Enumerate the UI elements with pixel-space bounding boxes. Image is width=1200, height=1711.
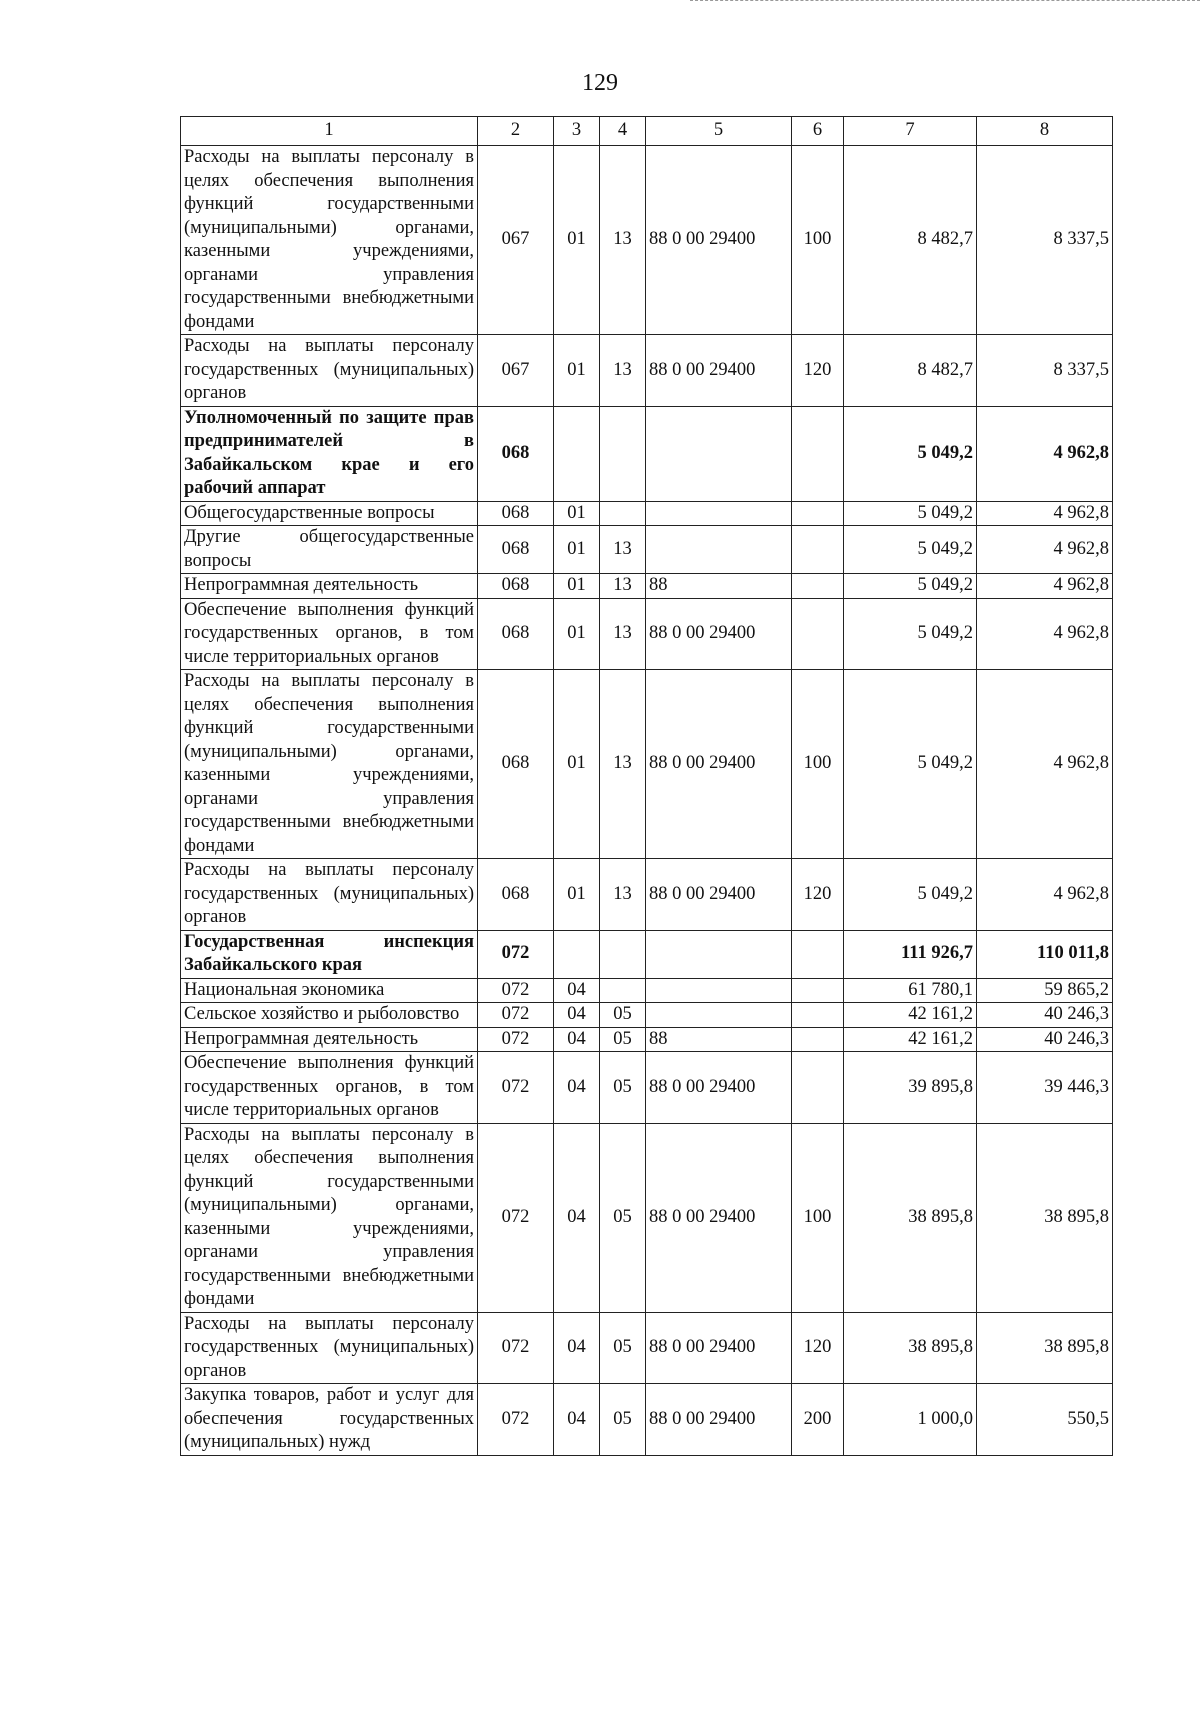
amount-plan: 38 895,8 xyxy=(844,1123,977,1312)
subsection-code: 05 xyxy=(600,1123,646,1312)
target-article: 88 xyxy=(646,574,792,599)
row-name: Национальная экономика xyxy=(181,978,478,1003)
subsection-code xyxy=(600,406,646,501)
table-row xyxy=(181,526,1113,574)
table-row xyxy=(181,1027,1113,1052)
admin-code: 072 xyxy=(478,930,554,978)
amount-actual: 4 962,8 xyxy=(977,859,1113,931)
table-row xyxy=(181,598,1113,670)
amount-actual: 40 246,3 xyxy=(977,1003,1113,1028)
row-name: Непрограммная деятельность xyxy=(181,574,478,599)
table-row xyxy=(181,406,1113,501)
row-name: Закупка товаров, работ и услуг для обеспечения государственных (муниципальных) нужд xyxy=(181,1384,478,1456)
row-name: Другие общегосударственные вопросы xyxy=(181,526,478,574)
target-article: 88 0 00 29400 xyxy=(646,1312,792,1384)
section-code: 04 xyxy=(554,1384,600,1456)
row-name: Расходы на выплаты персоналу в целях обеспечения выполнения функций государственными (муниципальными) органами, казенными учреждениями, органами управления государственными внебюджетными фондами xyxy=(181,670,478,859)
row-name: Уполномоченный по защите прав предпринимателей в Забайкальском крае и его рабочий аппарат xyxy=(181,406,478,501)
column-header: 8 xyxy=(977,117,1113,146)
target-article: 88 0 00 29400 xyxy=(646,1052,792,1124)
subsection-code: 05 xyxy=(600,1027,646,1052)
amount-actual: 8 337,5 xyxy=(977,335,1113,407)
column-header: 3 xyxy=(554,117,600,146)
subsection-code: 13 xyxy=(600,670,646,859)
row-name: Расходы на выплаты персоналу в целях обеспечения выполнения функций государственными (муниципальными) органами, казенными учреждениями, органами управления государственными внебюджетными фондами xyxy=(181,146,478,335)
amount-plan: 39 895,8 xyxy=(844,1052,977,1124)
admin-code: 068 xyxy=(478,526,554,574)
row-name: Обеспечение выполнения функций государственных органов, в том числе территориальных органов xyxy=(181,1052,478,1124)
table-row xyxy=(181,335,1113,407)
expense-type xyxy=(792,406,844,501)
table-row xyxy=(181,978,1113,1003)
subsection-code: 05 xyxy=(600,1052,646,1124)
amount-plan: 1 000,0 xyxy=(844,1384,977,1456)
row-name: Расходы на выплаты персоналу в целях обеспечения выполнения функций государственными (муниципальными) органами, казенными учреждениями, органами управления государственными внебюджетными фондами xyxy=(181,1123,478,1312)
column-header: 5 xyxy=(646,117,792,146)
subsection-code xyxy=(600,501,646,526)
column-header: 7 xyxy=(844,117,977,146)
section-code: 04 xyxy=(554,1003,600,1028)
column-header: 2 xyxy=(478,117,554,146)
amount-actual: 4 962,8 xyxy=(977,501,1113,526)
target-article: 88 0 00 29400 xyxy=(646,146,792,335)
amount-plan: 5 049,2 xyxy=(844,598,977,670)
scan-edge-line xyxy=(690,0,1200,2)
table-row xyxy=(181,859,1113,931)
subsection-code: 13 xyxy=(600,598,646,670)
expense-type: 200 xyxy=(792,1384,844,1456)
column-header: 1 xyxy=(181,117,478,146)
budget-table xyxy=(180,116,1113,1456)
target-article: 88 0 00 29400 xyxy=(646,859,792,931)
section-code: 04 xyxy=(554,1027,600,1052)
target-article: 88 0 00 29400 xyxy=(646,598,792,670)
amount-plan: 8 482,7 xyxy=(844,146,977,335)
subsection-code: 13 xyxy=(600,574,646,599)
amount-actual: 40 246,3 xyxy=(977,1027,1113,1052)
amount-plan: 5 049,2 xyxy=(844,526,977,574)
table-row xyxy=(181,146,1113,335)
amount-plan: 5 049,2 xyxy=(844,670,977,859)
row-name: Непрограммная деятельность xyxy=(181,1027,478,1052)
admin-code: 068 xyxy=(478,406,554,501)
amount-plan: 5 049,2 xyxy=(844,406,977,501)
subsection-code xyxy=(600,978,646,1003)
admin-code: 068 xyxy=(478,859,554,931)
subsection-code: 13 xyxy=(600,335,646,407)
section-code: 01 xyxy=(554,501,600,526)
expense-type xyxy=(792,526,844,574)
admin-code: 072 xyxy=(478,1027,554,1052)
amount-actual: 59 865,2 xyxy=(977,978,1113,1003)
subsection-code xyxy=(600,930,646,978)
table-header-row xyxy=(181,117,1113,146)
subsection-code: 13 xyxy=(600,146,646,335)
expense-type xyxy=(792,930,844,978)
amount-actual: 39 446,3 xyxy=(977,1052,1113,1124)
amount-plan: 8 482,7 xyxy=(844,335,977,407)
page-number: 129 xyxy=(582,70,618,96)
row-name: Расходы на выплаты персоналу государственных (муниципальных) органов xyxy=(181,859,478,931)
amount-actual: 4 962,8 xyxy=(977,574,1113,599)
target-article: 88 0 00 29400 xyxy=(646,335,792,407)
admin-code: 072 xyxy=(478,978,554,1003)
row-name: Общегосударственные вопросы xyxy=(181,501,478,526)
subsection-code: 13 xyxy=(600,526,646,574)
table-row xyxy=(181,501,1113,526)
target-article: 88 0 00 29400 xyxy=(646,1123,792,1312)
table-row xyxy=(181,1312,1113,1384)
amount-actual: 38 895,8 xyxy=(977,1312,1113,1384)
subsection-code: 05 xyxy=(600,1312,646,1384)
amount-actual: 38 895,8 xyxy=(977,1123,1113,1312)
amount-plan: 42 161,2 xyxy=(844,1003,977,1028)
section-code: 01 xyxy=(554,598,600,670)
expense-type: 100 xyxy=(792,670,844,859)
subsection-code: 05 xyxy=(600,1003,646,1028)
expense-type: 100 xyxy=(792,146,844,335)
admin-code: 067 xyxy=(478,146,554,335)
row-name: Государственная инспекция Забайкальского края xyxy=(181,930,478,978)
admin-code: 072 xyxy=(478,1123,554,1312)
section-code xyxy=(554,406,600,501)
expense-type xyxy=(792,978,844,1003)
section-code: 01 xyxy=(554,335,600,407)
target-article xyxy=(646,501,792,526)
section-code: 04 xyxy=(554,978,600,1003)
row-name: Расходы на выплаты персоналу государственных (муниципальных) органов xyxy=(181,1312,478,1384)
admin-code: 072 xyxy=(478,1312,554,1384)
row-name: Расходы на выплаты персоналу государственных (муниципальных) органов xyxy=(181,335,478,407)
section-code: 01 xyxy=(554,146,600,335)
table-row xyxy=(181,670,1113,859)
expense-type xyxy=(792,1003,844,1028)
amount-actual: 4 962,8 xyxy=(977,406,1113,501)
column-header: 6 xyxy=(792,117,844,146)
admin-code: 068 xyxy=(478,598,554,670)
expense-type: 120 xyxy=(792,335,844,407)
amount-plan: 61 780,1 xyxy=(844,978,977,1003)
section-code: 01 xyxy=(554,670,600,859)
admin-code: 068 xyxy=(478,574,554,599)
table-row xyxy=(181,574,1113,599)
column-header: 4 xyxy=(600,117,646,146)
section-code xyxy=(554,930,600,978)
table-row xyxy=(181,1003,1113,1028)
amount-actual: 110 011,8 xyxy=(977,930,1113,978)
table-row xyxy=(181,1384,1113,1456)
table-body xyxy=(181,146,1113,1456)
admin-code: 067 xyxy=(478,335,554,407)
expense-type: 120 xyxy=(792,859,844,931)
target-article: 88 xyxy=(646,1027,792,1052)
section-code: 01 xyxy=(554,574,600,599)
section-code: 04 xyxy=(554,1123,600,1312)
expense-type xyxy=(792,501,844,526)
expense-type xyxy=(792,598,844,670)
target-article xyxy=(646,930,792,978)
amount-plan: 5 049,2 xyxy=(844,859,977,931)
expense-type: 120 xyxy=(792,1312,844,1384)
section-code: 04 xyxy=(554,1312,600,1384)
amount-actual: 4 962,8 xyxy=(977,670,1113,859)
subsection-code: 05 xyxy=(600,1384,646,1456)
target-article: 88 0 00 29400 xyxy=(646,670,792,859)
section-code: 01 xyxy=(554,859,600,931)
section-code: 01 xyxy=(554,526,600,574)
amount-plan: 38 895,8 xyxy=(844,1312,977,1384)
subsection-code: 13 xyxy=(600,859,646,931)
amount-plan: 5 049,2 xyxy=(844,501,977,526)
admin-code: 068 xyxy=(478,670,554,859)
admin-code: 068 xyxy=(478,501,554,526)
amount-actual: 550,5 xyxy=(977,1384,1113,1456)
admin-code: 072 xyxy=(478,1052,554,1124)
amount-actual: 4 962,8 xyxy=(977,598,1113,670)
expense-type: 100 xyxy=(792,1123,844,1312)
target-article xyxy=(646,1003,792,1028)
expense-type xyxy=(792,1052,844,1124)
amount-plan: 42 161,2 xyxy=(844,1027,977,1052)
expense-type xyxy=(792,574,844,599)
table-row xyxy=(181,1123,1113,1312)
admin-code: 072 xyxy=(478,1003,554,1028)
row-name: Обеспечение выполнения функций государственных органов, в том числе территориальных органов xyxy=(181,598,478,670)
admin-code: 072 xyxy=(478,1384,554,1456)
amount-actual: 4 962,8 xyxy=(977,526,1113,574)
table-row xyxy=(181,1052,1113,1124)
target-article: 88 0 00 29400 xyxy=(646,1384,792,1456)
table-row xyxy=(181,930,1113,978)
amount-actual: 8 337,5 xyxy=(977,146,1113,335)
expense-type xyxy=(792,1027,844,1052)
target-article xyxy=(646,526,792,574)
amount-plan: 111 926,7 xyxy=(844,930,977,978)
amount-plan: 5 049,2 xyxy=(844,574,977,599)
target-article xyxy=(646,978,792,1003)
section-code: 04 xyxy=(554,1052,600,1124)
target-article xyxy=(646,406,792,501)
row-name: Сельское хозяйство и рыболовство xyxy=(181,1003,478,1028)
